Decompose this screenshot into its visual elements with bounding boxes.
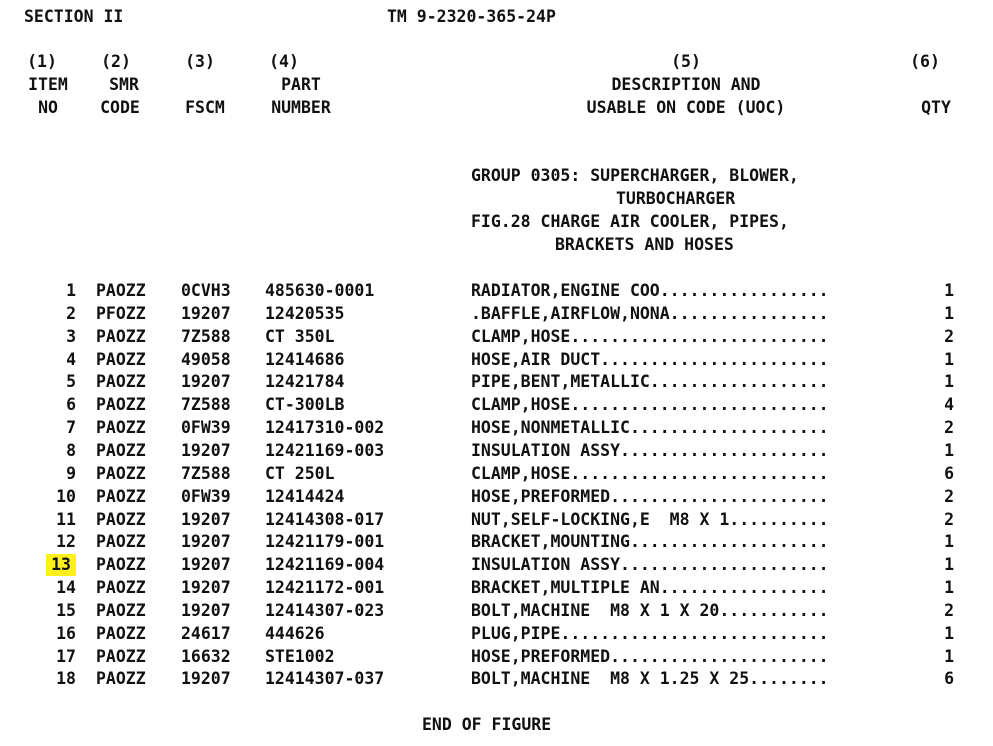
fscm-code: 24617 xyxy=(181,624,231,643)
part-number: 444626 xyxy=(265,624,325,643)
part-number: 12414307-037 xyxy=(265,669,385,688)
part-description: PIPE,BENT,METALLIC.................. xyxy=(471,372,829,391)
quantity: 2 xyxy=(944,418,954,437)
quantity: 2 xyxy=(944,327,954,346)
part-description: CLAMP,HOSE.......................... xyxy=(471,327,829,346)
part-number: 12414308-017 xyxy=(265,510,385,529)
end-of-figure: END OF FIGURE xyxy=(422,715,552,734)
part-description: BOLT,MACHINE M8 X 1.25 X 25........ xyxy=(471,669,829,688)
figure-line1: FIG.28 CHARGE AIR COOLER, PIPES, xyxy=(471,212,789,231)
fscm-code: 19207 xyxy=(181,304,231,323)
part-description: HOSE,AIR DUCT....................... xyxy=(471,350,829,369)
fscm-code: 19207 xyxy=(181,669,231,688)
quantity: 1 xyxy=(944,372,954,391)
item-number: 7 xyxy=(66,418,76,437)
fscm-code: 7Z588 xyxy=(181,464,231,483)
item-number: 14 xyxy=(56,578,76,597)
part-number: 12420535 xyxy=(265,304,345,323)
part-number: STE1002 xyxy=(265,647,335,666)
smr-code: PAOZZ xyxy=(96,372,146,391)
part-number: 12421172-001 xyxy=(265,578,385,597)
smr-code: PFOZZ xyxy=(96,304,146,323)
part-number: 12414686 xyxy=(265,350,345,369)
smr-code: PAOZZ xyxy=(96,350,146,369)
fscm-code: 49058 xyxy=(181,350,231,369)
quantity: 2 xyxy=(944,601,954,620)
smr-code: PAOZZ xyxy=(96,669,146,688)
part-description: INSULATION ASSY..................... xyxy=(471,555,829,574)
part-number: 12421179-001 xyxy=(265,532,385,551)
col2-line1: SMR xyxy=(109,75,139,94)
part-number: 12414424 xyxy=(265,487,345,506)
col6-num: (6) xyxy=(910,52,940,71)
part-description: BRACKET,MOUNTING.................... xyxy=(471,532,829,551)
part-number: 12421784 xyxy=(265,372,345,391)
quantity: 1 xyxy=(944,532,954,551)
item-number: 12 xyxy=(56,532,76,551)
figure-line2: BRACKETS AND HOSES xyxy=(555,235,734,254)
col6-line2: QTY xyxy=(921,98,951,117)
smr-code: PAOZZ xyxy=(96,578,146,597)
smr-code: PAOZZ xyxy=(96,532,146,551)
quantity: 1 xyxy=(944,578,954,597)
part-description: BRACKET,MULTIPLE AN................. xyxy=(471,578,829,597)
part-number: CT 350L xyxy=(265,327,335,346)
item-number: 15 xyxy=(56,601,76,620)
smr-code: PAOZZ xyxy=(96,601,146,620)
smr-code: PAOZZ xyxy=(96,395,146,414)
quantity: 2 xyxy=(944,510,954,529)
col2-num: (2) xyxy=(101,52,131,71)
col5-num: (5) xyxy=(671,52,701,71)
part-description: PLUG,PIPE........................... xyxy=(471,624,829,643)
tm-number: TM 9-2320-365-24P xyxy=(387,7,556,26)
col5-line2: USABLE ON CODE (UOC) xyxy=(586,98,786,117)
quantity: 1 xyxy=(944,555,954,574)
item-number: 4 xyxy=(66,350,76,369)
col1-line1: ITEM xyxy=(28,75,68,94)
smr-code: PAOZZ xyxy=(96,441,146,460)
part-number: CT-300LB xyxy=(265,395,345,414)
part-description: NUT,SELF-LOCKING,E M8 X 1.......... xyxy=(471,510,829,529)
quantity: 4 xyxy=(944,395,954,414)
part-description: HOSE,PREFORMED...................... xyxy=(471,487,829,506)
quantity: 1 xyxy=(944,281,954,300)
item-number: 6 xyxy=(66,395,76,414)
col3-line2: FSCM xyxy=(185,98,225,117)
item-number: 11 xyxy=(56,510,76,529)
item-number: 9 xyxy=(66,464,76,483)
part-description: CLAMP,HOSE.......................... xyxy=(471,395,829,414)
col1-line2: NO xyxy=(38,98,58,117)
part-number: 485630-0001 xyxy=(265,281,375,300)
col1-num: (1) xyxy=(27,52,57,71)
quantity: 1 xyxy=(944,441,954,460)
col3-num: (3) xyxy=(185,52,215,71)
item-number: 17 xyxy=(56,647,76,666)
fscm-code: 19207 xyxy=(181,532,231,551)
quantity: 6 xyxy=(944,464,954,483)
part-description: CLAMP,HOSE.......................... xyxy=(471,464,829,483)
item-number: 13 xyxy=(46,554,76,576)
part-description: HOSE,NONMETALLIC.................... xyxy=(471,418,829,437)
item-number: 3 xyxy=(66,327,76,346)
item-number: 1 xyxy=(66,281,76,300)
col4-num: (4) xyxy=(269,52,299,71)
part-number: 12421169-004 xyxy=(265,555,385,574)
quantity: 1 xyxy=(944,624,954,643)
fscm-code: 19207 xyxy=(181,372,231,391)
fscm-code: 19207 xyxy=(181,510,231,529)
col4-line1: PART xyxy=(281,75,321,94)
smr-code: PAOZZ xyxy=(96,647,146,666)
fscm-code: 16632 xyxy=(181,647,231,666)
fscm-code: 19207 xyxy=(181,601,231,620)
col5-line1: DESCRIPTION AND xyxy=(611,75,761,94)
part-description: HOSE,PREFORMED...................... xyxy=(471,647,829,666)
item-number: 10 xyxy=(56,487,76,506)
fscm-code: 7Z588 xyxy=(181,395,231,414)
fscm-code: 0CVH3 xyxy=(181,281,231,300)
smr-code: PAOZZ xyxy=(96,624,146,643)
smr-code: PAOZZ xyxy=(96,281,146,300)
quantity: 2 xyxy=(944,487,954,506)
smr-code: PAOZZ xyxy=(96,555,146,574)
group-line2: TURBOCHARGER xyxy=(616,189,736,208)
smr-code: PAOZZ xyxy=(96,510,146,529)
fscm-code: 7Z588 xyxy=(181,327,231,346)
fscm-code: 19207 xyxy=(181,441,231,460)
item-number: 18 xyxy=(56,669,76,688)
item-number: 8 xyxy=(66,441,76,460)
quantity: 6 xyxy=(944,669,954,688)
part-description: RADIATOR,ENGINE COO................. xyxy=(471,281,829,300)
fscm-code: 19207 xyxy=(181,555,231,574)
part-number: 12421169-003 xyxy=(265,441,385,460)
smr-code: PAOZZ xyxy=(96,464,146,483)
part-number: 12417310-002 xyxy=(265,418,385,437)
smr-code: PAOZZ xyxy=(96,327,146,346)
quantity: 1 xyxy=(944,304,954,323)
fscm-code: 19207 xyxy=(181,578,231,597)
quantity: 1 xyxy=(944,350,954,369)
fscm-code: 0FW39 xyxy=(181,487,231,506)
smr-code: PAOZZ xyxy=(96,418,146,437)
item-number: 5 xyxy=(66,372,76,391)
col2-line2: CODE xyxy=(100,98,140,117)
fscm-code: 0FW39 xyxy=(181,418,231,437)
part-description: INSULATION ASSY..................... xyxy=(471,441,829,460)
part-description: .BAFFLE,AIRFLOW,NONA................ xyxy=(471,304,829,323)
col4-line2: NUMBER xyxy=(271,98,331,117)
section-label: SECTION II xyxy=(24,7,124,26)
smr-code: PAOZZ xyxy=(96,487,146,506)
group-line1: GROUP 0305: SUPERCHARGER, BLOWER, xyxy=(471,166,799,185)
quantity: 1 xyxy=(944,647,954,666)
item-number: 16 xyxy=(56,624,76,643)
part-description: BOLT,MACHINE M8 X 1 X 20........... xyxy=(471,601,829,620)
item-number: 2 xyxy=(66,304,76,323)
part-number: CT 250L xyxy=(265,464,335,483)
part-number: 12414307-023 xyxy=(265,601,385,620)
